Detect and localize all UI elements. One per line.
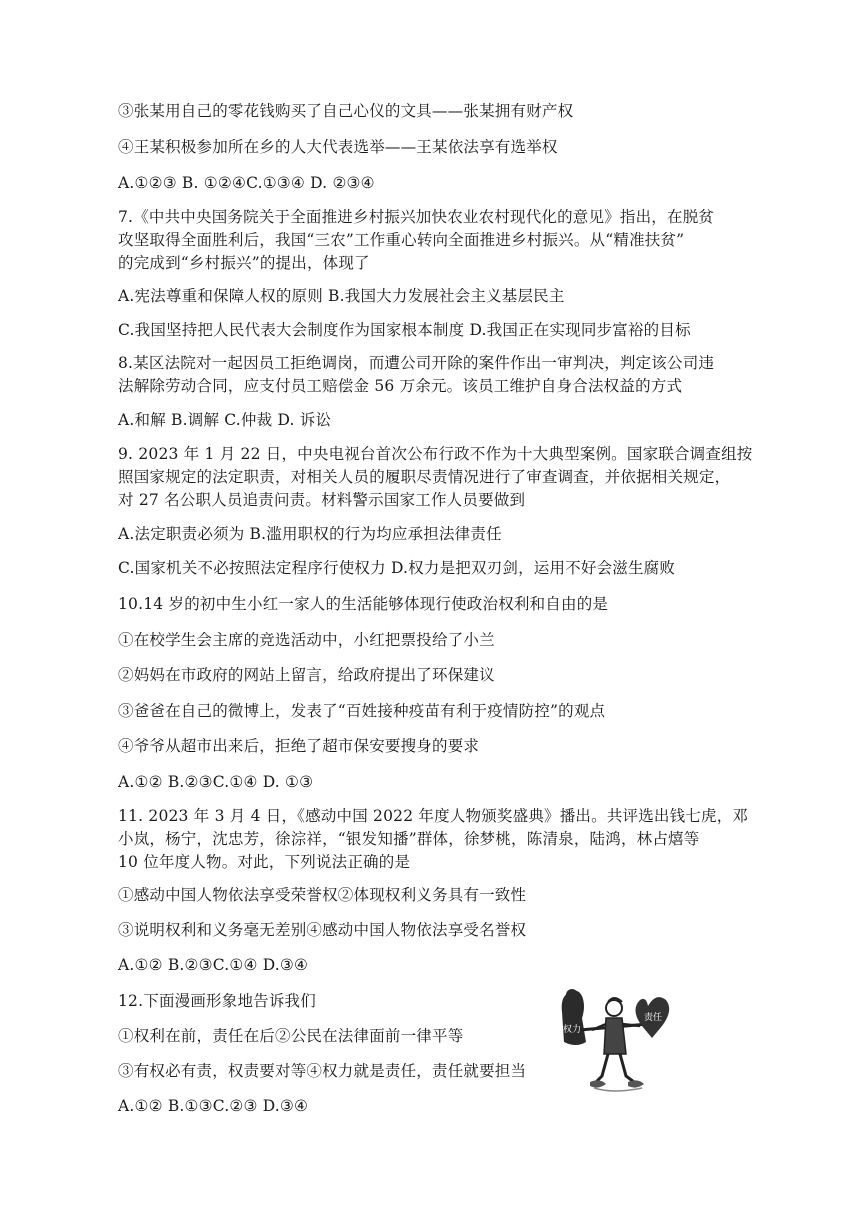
q7-stem-line-3: 的完成到“乡村振兴”的提出，体现了 [118,254,370,272]
q8-stem-line-2: 法解除劳动合同，应支付员工赔偿金 56 万余元。该员工维护自身合法权益的方式 [118,377,683,395]
q11-stem-line-3: 10 位年度人物。对此，下列说法正确的是 [118,853,411,871]
q10-statement-3: ③爸爸在自己的微博上，发表了“百姓接种疫苗有利于疫情防控”的观点 [118,702,606,720]
power-label: 权力 [562,1025,582,1035]
q7-options-cd: C.我国坚持把人民代表大会制度作为国家根本制度 D.我国正在实现同步富裕的目标 [118,321,691,339]
q8-options: A.和解 B.调解 C.仲裁 D. 诉讼 [118,411,332,429]
q11-statements-12: ①感动中国人物依法享受荣誉权②体现权利义务具有一致性 [118,886,527,904]
person-head [606,1000,622,1016]
responsibility-label: 责任 [643,1013,663,1023]
cartoon-image [556,984,674,1094]
q6-statement-3: ③张某用自己的零花钱购买了自己心仪的文具——张某拥有财产权 [118,102,574,120]
q10-statement-4: ④爷爷从超市出来后，拒绝了超市保安要搜身的要求 [118,737,480,755]
q10-stem: 10.14 岁的初中生小红一家人的生活能够体现行使政治权利和自由的是 [118,595,609,613]
q11-options: A.①② B.②③C.①④ D.③④ [118,956,309,974]
q7-stem-line-2: 攻坚取得全面胜利后，我国“三农”工作重心转向全面推进乡村振兴。从“精准扶贫” [118,231,685,249]
q9-stem-line-3: 对 27 名公职人员追责问责。材料警示国家工作人员要做到 [118,491,526,509]
q9-stem-line-1: 9. 2023 年 1 月 22 日，中央电视台首次公布行政不作为十大典型案例。国家联合调查组按 [118,445,753,463]
q12-statements-34: ③有权必有责，权责要对等④权力就是责任，责任就要担当 [118,1062,527,1080]
q9-options-ab: A.法定职责必须为 B.滥用职权的行为均应承担法律责任 [118,525,502,543]
q10-statement-2: ②妈妈在市政府的网站上留言，给政府提出了环保建议 [118,666,495,684]
q10-statement-1: ①在校学生会主席的竞选活动中，小红把票投给了小兰 [118,631,495,649]
q6-options: A.①②③ B. ①②④C.①③④ D. ②③④ [118,174,375,192]
q11-stem-line-2: 小岚，杨宁，沈忠芳，徐淙祥，“银发知播”群体，徐梦桃，陈清泉，陆鸿，林占熺等 [118,830,700,848]
q9-options-cd: C.国家机关不必按照法定程序行使权力 D.权力是把双刃剑，运用不好会滋生腐败 [118,559,676,577]
q10-options: A.①② B.②③C.①④ D. ①③ [118,773,314,791]
q12-stem: 12.下面漫画形象地告诉我们 [118,992,316,1010]
q11-statements-34: ③说明权利和义务毫无差别④感动中国人物依法享受名誉权 [118,921,527,939]
q12-statements-12: ①权利在前，责任在后②公民在法律面前一律平等 [118,1027,464,1045]
q7-options-ab: A.宪法尊重和保障人权的原则 B.我国大力发展社会主义基层民主 [118,287,565,305]
q7-stem-line-1: 7.《中共中央国务院关于全面推进乡村振兴加快农业农村现代化的意见》指出，在脱贫 [118,208,715,226]
q6-statement-4: ④王某积极参加所在乡的人大代表选举——王某依法享有选举权 [118,138,558,156]
q11-stem-line-1: 11. 2023 年 3 月 4 日，《感动中国 2022 年度人物颁奖盛典》播出。共评选出钱七虎，邓 [118,807,749,825]
q9-stem-line-2: 照国家规定的法定职责，对相关人员的履职尽责情况进行了审查调查，并依据相关规定， [118,468,731,486]
q8-stem-line-1: 8.某区法院对一起因员工拒绝调岗，而遭公司开除的案件作出一审判决，判定该公司违 [118,354,715,372]
q12-options: A.①② B.①③C.②③ D.③④ [118,1097,309,1115]
